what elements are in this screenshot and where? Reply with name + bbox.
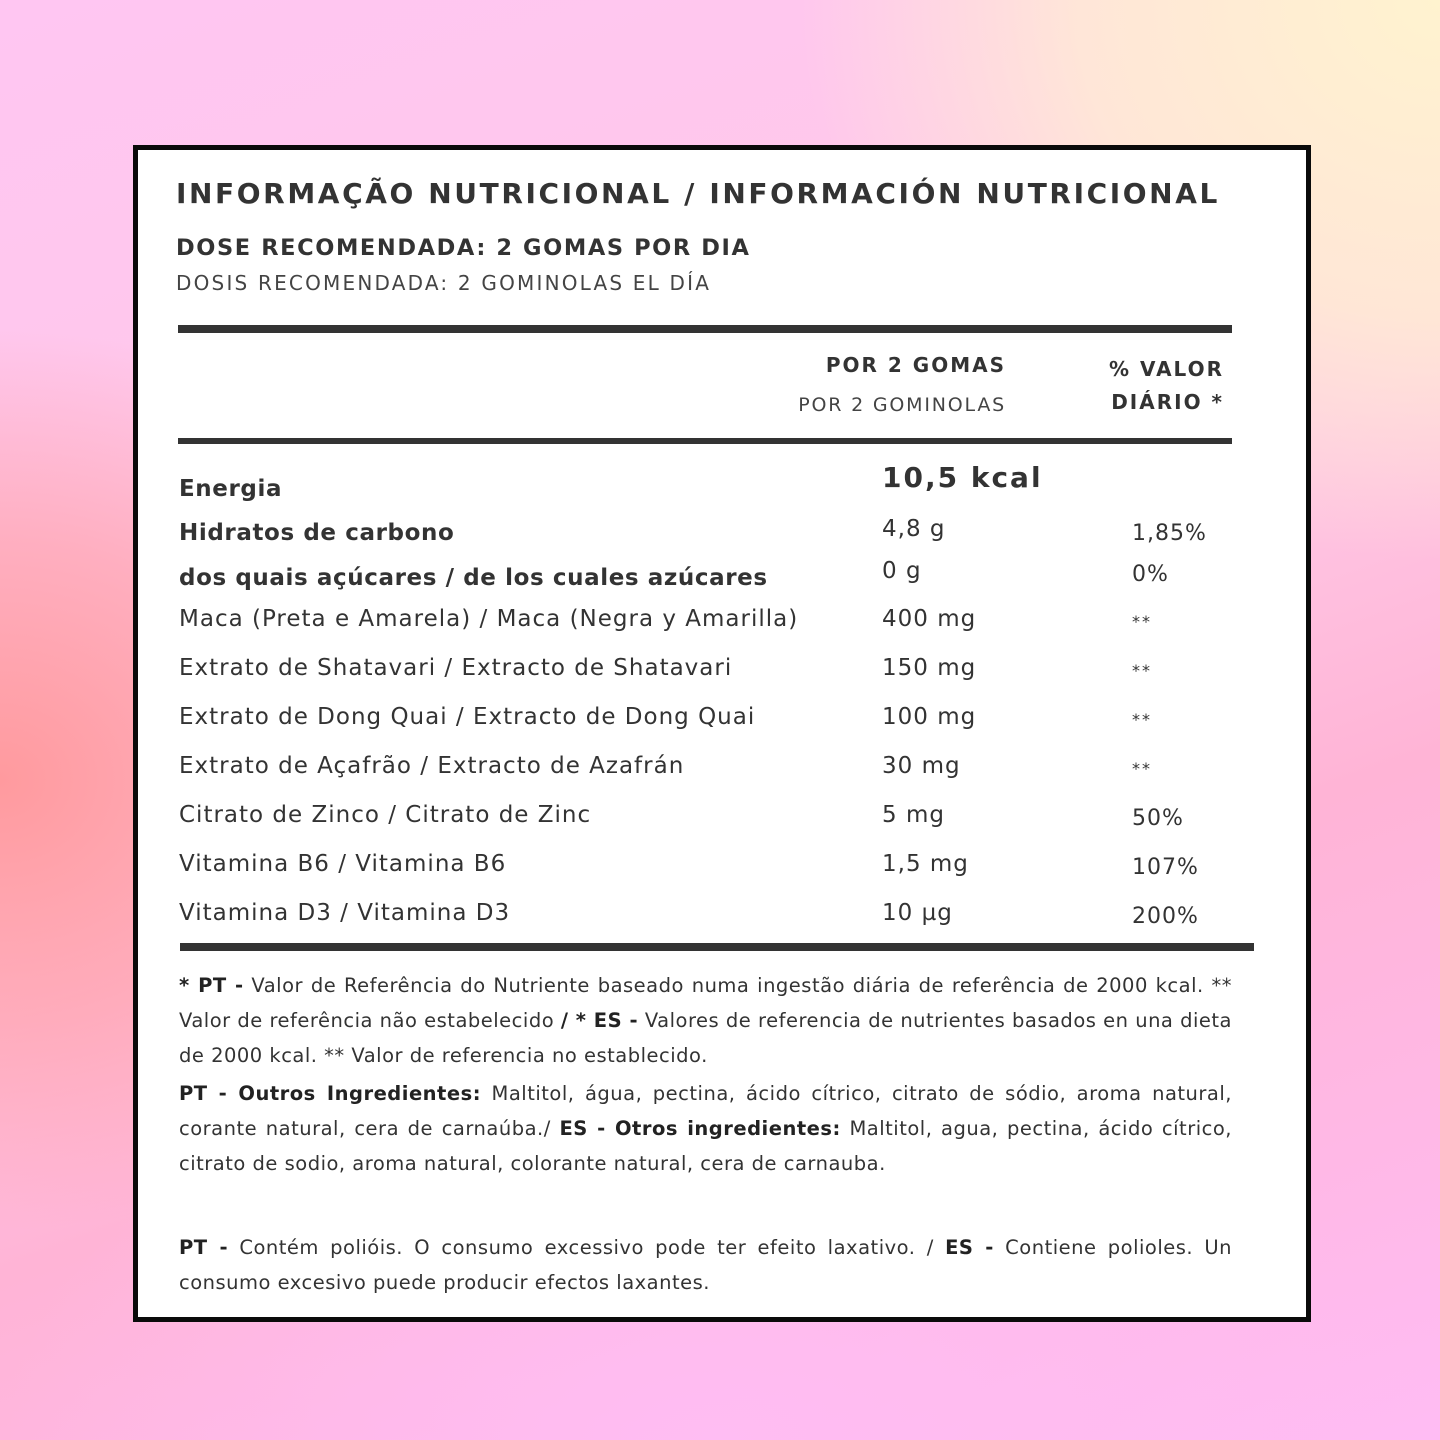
column-header-serving-pt: POR 2 GOMAS: [825, 353, 1006, 377]
column-header-daily-value: % VALOR DIÁRIO *: [1108, 357, 1224, 414]
divider-top: [178, 325, 1232, 333]
row-dv-vitamin-d3: 200%: [1132, 904, 1199, 929]
row-dv-zinc: 50%: [1132, 806, 1184, 831]
row-amount-zinc: 5 mg: [882, 802, 945, 828]
warning-pt-text: Contém polióis. O consumo excessivo pode ter efeito laxativo. /: [228, 1236, 946, 1259]
footnote-ingredients: [179, 1076, 1232, 1181]
row-amount-vitamin-d3: 10 µg: [882, 900, 953, 926]
row-amount-energy: 10,5 kcal: [882, 461, 1043, 494]
row-amount-dong-quai: 100 mg: [882, 704, 977, 730]
row-amount-shatavari: 150 mg: [882, 655, 977, 681]
row-label-maca: Maca (Preta e Amarela) / Maca (Negra y Amarilla): [179, 606, 799, 632]
row-amount-sugars: 0 g: [882, 558, 922, 584]
row-dv-carbohydrates: 1,85%: [1132, 521, 1207, 546]
row-label-vitamin-b6: Vitamina B6 / Vitamina B6: [179, 851, 507, 877]
row-label-dong-quai: Extrato de Dong Quai / Extracto de Dong Quai: [179, 704, 756, 730]
row-label-sugars: dos quais açúcares / de los cuales azúcares: [179, 565, 768, 591]
row-dv-vitamin-b6: 107%: [1132, 855, 1199, 880]
row-amount-carbohydrates: 4,8 g: [882, 516, 946, 542]
warning-es-marker: ES -: [945, 1236, 994, 1259]
row-label-zinc: Citrato de Zinco / Citrato de Zinc: [179, 802, 592, 828]
row-amount-vitamin-b6: 1,5 mg: [882, 851, 969, 877]
row-dv-saffron: **: [1132, 759, 1152, 778]
row-amount-saffron: 30 mg: [882, 753, 961, 779]
ingredients-pt-text: Maltitol, água, pectina, ácido cítrico, citrato de sódio, aroma natural, corante natural, cera de carnaúba./: [179, 1082, 1232, 1140]
footnote-es-marker: / * ES -: [560, 1009, 639, 1032]
footnote-pt-marker: * PT -: [179, 974, 244, 997]
recommended-dose-es: DOSIS RECOMENDADA: 2 GOMINOLAS EL DÍA: [176, 271, 712, 295]
row-label-shatavari: Extrato de Shatavari / Extracto de Shatavari: [179, 655, 733, 681]
label-title: INFORMAÇÃO NUTRICIONAL / INFORMACIÓN NUTRICIONAL: [176, 177, 1220, 210]
warning-es-text: Contiene polioles. Un consumo excesivo puede producir efectos laxantes.: [179, 1236, 1233, 1294]
row-label-energy: Energia: [179, 476, 283, 502]
nutrition-label-card: [133, 145, 1311, 1322]
warning-pt-marker: PT -: [179, 1236, 229, 1259]
footnote-es-text: Valores de referencia de nutrientes basados en una dieta de 2000 kcal. ** Valor de referencia no establecido.: [179, 1009, 1232, 1067]
footnote-pt-text: Valor de Referência do Nutriente baseado numa ingestão diária de referência de 2000 kcal. ** Valor de referência não estabelecido: [179, 974, 1232, 1032]
row-label-saffron: Extrato de Açafrão / Extracto de Azafrán: [179, 753, 685, 779]
row-amount-maca: 400 mg: [882, 606, 977, 632]
row-dv-dong-quai: **: [1132, 710, 1152, 729]
column-header-serving-es: POR 2 GOMINOLAS: [798, 394, 1006, 416]
footnote-polyols-warning: [179, 1230, 1232, 1300]
divider-header: [178, 438, 1232, 444]
ingredients-pt-marker: PT - Outros Ingredientes:: [179, 1082, 482, 1105]
row-dv-sugars: 0%: [1132, 562, 1169, 587]
row-label-carbohydrates: Hidratos de carbono: [179, 520, 455, 546]
row-dv-maca: **: [1132, 612, 1152, 631]
row-dv-shatavari: **: [1132, 661, 1152, 680]
ingredients-es-marker: ES - Otros ingredientes:: [559, 1117, 841, 1140]
recommended-dose-pt: DOSE RECOMENDADA: 2 GOMAS POR DIA: [176, 235, 751, 261]
divider-bottom: [180, 943, 1254, 951]
ingredients-es-text: Maltitol, agua, pectina, ácido cítrico, citrato de sodio, aroma natural, colorante natural, cera de carnauba.: [179, 1117, 1232, 1175]
row-label-vitamin-d3: Vitamina D3 / Vitamina D3: [179, 900, 511, 926]
footnote-reference-values: [179, 968, 1232, 1073]
